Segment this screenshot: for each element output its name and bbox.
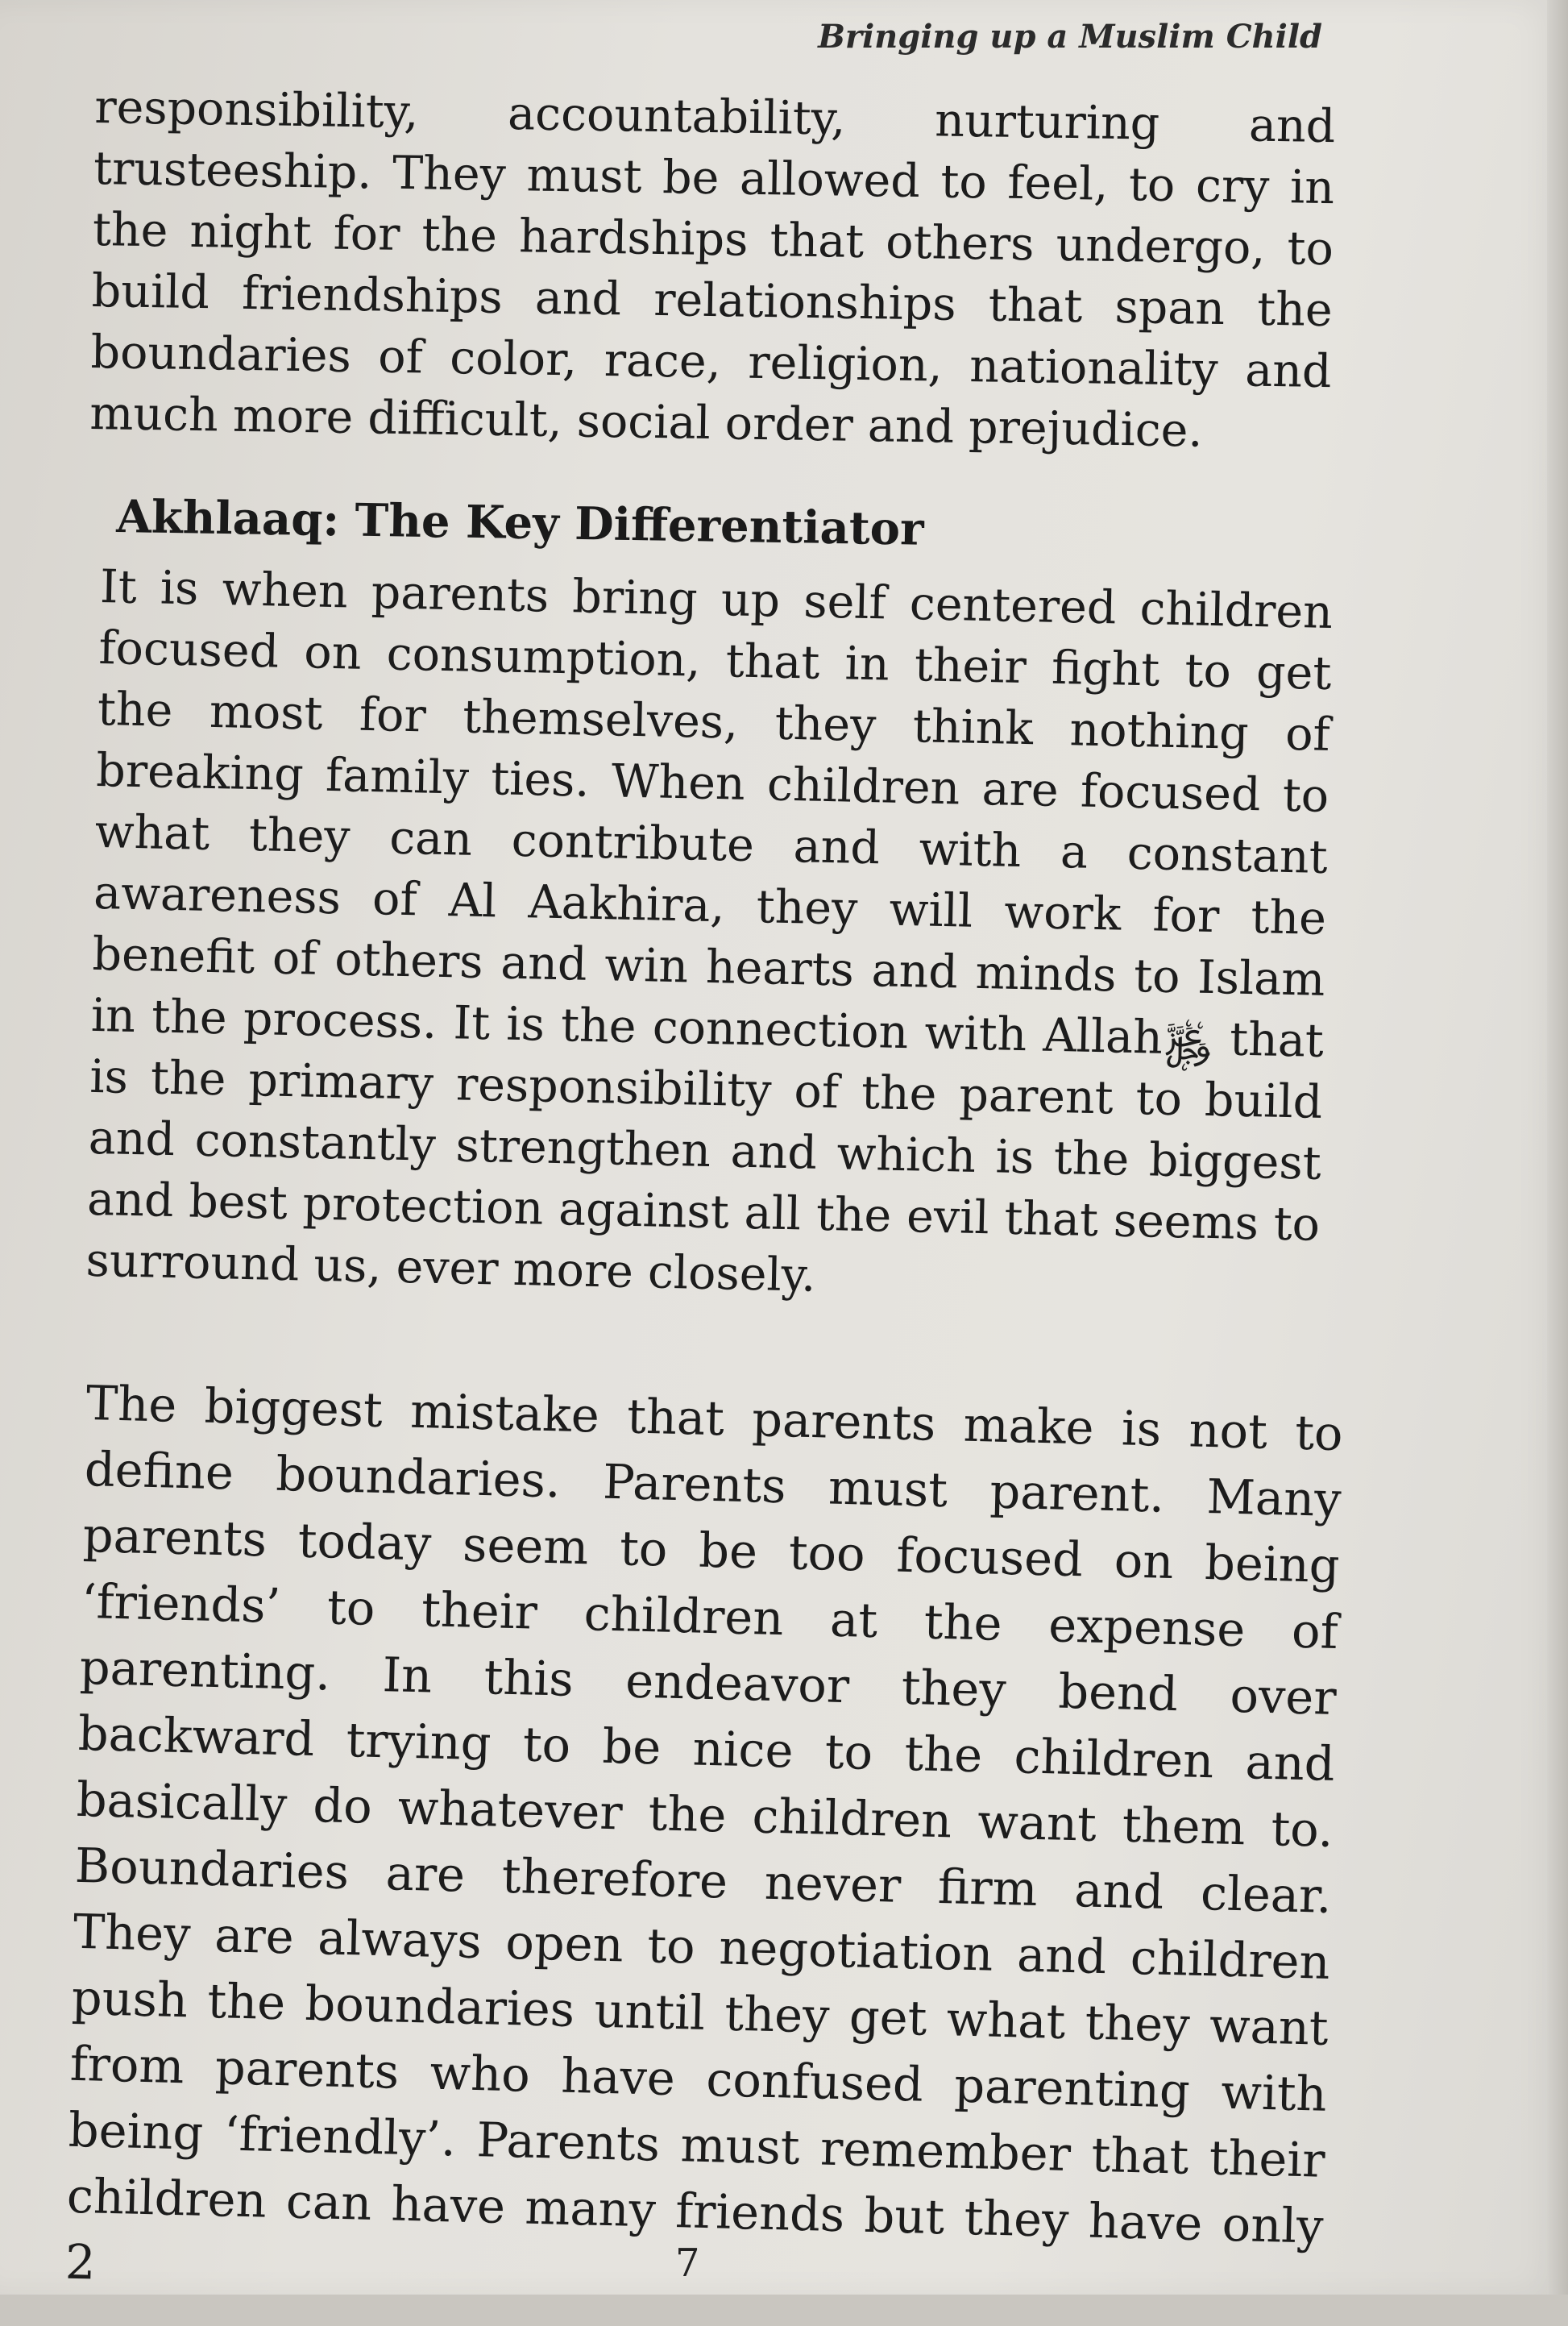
page-edge: [1547, 0, 1568, 2295]
paragraph-1: responsibility, accountability, nurturing and trusteeship. They must be allowed to feel, to cry in the night for the hardships that others undergo, to build friendships and relationships that span the boundaries of color, race, religion, nationality and much more difficult, social order and prejudice.: [89, 80, 1336, 458]
running-head: Bringing up a Muslim Child: [818, 18, 1322, 56]
section-heading: Akhlaaq: The Key Differentiator: [115, 490, 925, 556]
page-number: 7: [675, 2241, 700, 2286]
paragraph-2: It is when parents bring up self centered children focused on consumption, that in their fight to get the most for themselves, they think nothing of breaking family ties. When children are focused to what they can contribute and with a constant awareness of Al Aakhira, they will work for the benefit of others and win hearts and minds to Islam in the process. It is the connection with Allah﷿ that is the primary responsibility of the parent to build and constantly strengthen and which is the biggest and best protection against all the evil that seems to surround us, ever more closely.: [85, 559, 1334, 1302]
paragraph-3: The biggest mistake that parents make is not to define boundaries. Parents must parent. Many parents today seem to be too focused on being ‘friends’ to their children at the expense of parenting. In this endeavor they bend over backward trying to be nice to the children and basically do whatever the children want them to. Boundaries are therefore never firm and clear. They are always open to negotiation and children push the boundaries until they get what they want from parents who have confused parenting with being ‘friendly’. Parents must remember that their children can have many friends but they have only 2: [64, 1374, 1344, 2291]
